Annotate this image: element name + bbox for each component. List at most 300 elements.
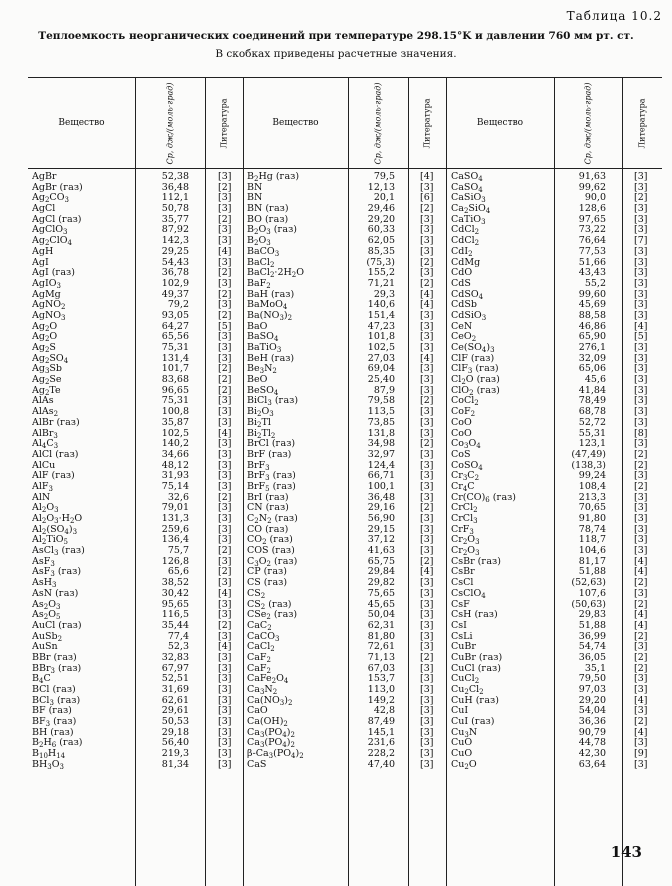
substance-cell: BaCl$_2$ <box>247 257 275 269</box>
substance-cell: $Ag_2S$ <box>32 343 56 354</box>
cp-value: 97,65 <box>578 214 606 225</box>
cp-value: 62,05 <box>367 236 395 247</box>
substance-cell: CdSiO$_3$ <box>451 310 487 322</box>
cp-value: 65,06 <box>578 364 606 375</box>
cp-value: 29,16 <box>367 503 395 514</box>
cp-value: 41,84 <box>578 385 606 396</box>
literature-ref: [4] <box>420 289 434 300</box>
literature-ref: [3] <box>420 449 434 460</box>
literature-ref: [3] <box>420 663 434 674</box>
literature-ref: [3] <box>634 396 648 407</box>
substance-cell: $Be_3N_2$ <box>247 364 277 376</box>
literature-ref: [3] <box>218 193 232 204</box>
cp-value: 142,3 <box>161 236 189 247</box>
table-subtitle: В скобках приведены расчетные значения. <box>215 48 457 60</box>
literature-ref: [4] <box>218 246 232 257</box>
substance-cell: BN <box>247 182 263 193</box>
substance-cell: $Cr_4C$ <box>451 481 475 493</box>
literature-ref: [5] <box>218 321 232 332</box>
literature-ref: [3] <box>218 407 232 418</box>
cp-value: 31,69 <box>161 685 189 695</box>
literature-ref: [2] <box>218 385 232 396</box>
substance-cell: BBr (газ) <box>32 652 77 663</box>
cp-value: 56,90 <box>367 514 395 524</box>
substance-cell: AgI <box>32 257 49 268</box>
literature-ref: [4] <box>218 428 232 439</box>
substance-cell: CdS <box>451 278 471 289</box>
substance-cell: $Cu_2Cl_2$ <box>451 685 484 696</box>
substance-cell: CdSO$_4$ <box>451 289 484 301</box>
literature-ref: [4] <box>218 642 232 653</box>
cp-value: 37,12 <box>367 535 395 546</box>
cp-value: 45,69 <box>578 300 606 311</box>
cp-value: 47,40 <box>367 759 395 770</box>
literature-ref: [3] <box>218 535 232 546</box>
substance-cell: BH (газ) <box>32 727 74 738</box>
cp-value: 45,65 <box>367 599 395 610</box>
literature-ref: [3] <box>218 353 232 364</box>
substance-cell: BaCO$_3$ <box>247 246 280 258</box>
substance-cell: $B_4C$ <box>32 674 51 685</box>
cp-value: 79,5 <box>373 172 395 182</box>
cp-value: 29,25 <box>161 246 189 257</box>
substance-cell: CsBr (газ) <box>451 556 501 567</box>
literature-ref: [2] <box>218 289 232 300</box>
literature-ref: [3] <box>420 428 434 439</box>
cp-value: 123,1 <box>578 439 606 450</box>
literature-ref: [3] <box>634 385 648 396</box>
cp-value: 25,40 <box>367 375 395 386</box>
substance-cell: CsLi <box>451 631 473 642</box>
substance-cell: $CaFe_2O_4$ <box>247 674 289 685</box>
cp-value: 36,05 <box>578 652 606 663</box>
literature-ref: [3] <box>634 310 648 321</box>
substance-column <box>451 172 553 771</box>
cp-value: 36,48 <box>161 182 189 193</box>
cp-value: 50,78 <box>161 204 189 215</box>
substance-cell: ClO$_2$ (газ) <box>451 385 500 397</box>
cp-value: 131,8 <box>367 428 395 439</box>
literature-ref: [3] <box>420 246 434 257</box>
literature-ref: [3] <box>218 578 232 589</box>
cp-value: 63,64 <box>578 759 606 770</box>
substance-cell: AgIO$_3$ <box>32 278 61 290</box>
substance-cell: $Cr(CO)_6$ (газ) <box>451 492 517 504</box>
substance-cell: BrF$_3$ (газ) <box>247 471 296 482</box>
cp-value: 55,2 <box>584 278 606 289</box>
cp-value: 149,2 <box>367 695 395 706</box>
literature-ref: [3] <box>420 417 434 428</box>
literature-ref: [3] <box>218 524 232 535</box>
cp-value: (52,63) <box>571 578 606 589</box>
cp-value: 76,64 <box>578 236 606 247</box>
substance-cell: CuCl (газ) <box>451 663 501 674</box>
cp-value: 128,6 <box>578 204 606 215</box>
substance-cell: AgMg <box>32 289 61 300</box>
substance-cell: $As_2O_5$ <box>32 610 61 621</box>
table-number: Таблица 10.2 <box>566 9 662 23</box>
cp-value: 87,92 <box>161 225 189 236</box>
substance-cell: $B_2O_3$ (газ) <box>247 225 297 237</box>
literature-ref: [3] <box>218 674 232 685</box>
literature-ref: [3] <box>420 321 434 332</box>
cp-value: 29,84 <box>367 567 395 578</box>
substance-cell: AgClO$_3$ <box>32 225 68 237</box>
substance-cell: CSe$_2$ (газ) <box>247 610 298 621</box>
literature-ref: [4] <box>420 172 434 182</box>
literature-ref: [3] <box>634 214 648 225</box>
cp-value: 52,51 <box>161 674 189 685</box>
table-title: Теплоемкость неорганических соединений при температуре 298.15°K и давлении 760 мм рт. ст. <box>38 30 634 42</box>
substance-cell: CaSiO$_3$ <box>451 193 486 205</box>
cp-value: 88,58 <box>578 310 606 321</box>
literature-ref: [3] <box>420 460 434 471</box>
substance-cell: AgCl (газ) <box>32 214 82 225</box>
literature-ref: [3] <box>218 749 232 760</box>
literature-ref: [2] <box>420 503 434 514</box>
literature-ref: [3] <box>634 417 648 428</box>
header-cp: Cp, дж/(моль·град) <box>165 82 175 164</box>
substance-cell: AgCl <box>32 204 56 215</box>
literature-ref: [2] <box>420 652 434 663</box>
literature-ref: [3] <box>634 375 648 386</box>
literature-ref: [3] <box>420 631 434 642</box>
cp-value: 32,83 <box>161 652 189 663</box>
literature-ref: [3] <box>634 759 648 770</box>
cp-value: 104,6 <box>578 546 606 557</box>
cp-value: 62,31 <box>367 620 395 631</box>
page-number: 143 <box>610 843 642 861</box>
substance-cell: CoO <box>451 428 472 439</box>
substance-cell: CdMg <box>451 257 481 268</box>
literature-ref: [3] <box>634 738 648 749</box>
substance-cell: CN (газ) <box>247 503 289 514</box>
cp-value: 87,9 <box>373 385 395 396</box>
literature-ref: [2] <box>218 182 232 193</box>
literature-ref: [3] <box>420 759 434 770</box>
literature-ref: [4] <box>634 727 648 738</box>
cp-value: 78,49 <box>578 396 606 407</box>
substance-cell: $As_2O_3$ <box>32 599 61 611</box>
substance-cell: $Ce(SO_4)_3$ <box>451 343 495 354</box>
cp-value: 101,8 <box>367 332 395 343</box>
literature-ref: [4] <box>634 695 648 706</box>
substance-cell: AuCl (газ) <box>32 620 82 631</box>
literature-ref: [3] <box>634 674 648 685</box>
substance-cell: BN (газ) <box>247 204 289 215</box>
literature-ref: [4] <box>420 353 434 364</box>
literature-ref: [3] <box>420 706 434 717</box>
literature-ref: [3] <box>218 343 232 353</box>
literature-ref: [4] <box>634 567 648 578</box>
cp-value: 29,20 <box>367 214 395 225</box>
literature-ref: [2] <box>420 439 434 450</box>
literature-ref: [3] <box>218 503 232 514</box>
substance-cell: AlCl (газ) <box>32 449 79 460</box>
literature-ref: [3] <box>218 449 232 460</box>
cp-value: (50,63) <box>571 599 606 610</box>
column-divider <box>135 78 136 886</box>
literature-ref: [3] <box>634 642 648 653</box>
literature-ref: [3] <box>420 481 434 492</box>
literature-ref: [2] <box>218 364 232 375</box>
cp-value: 42,8 <box>373 706 395 717</box>
literature-ref: [3] <box>218 738 232 749</box>
cp-value: 36,99 <box>578 631 606 642</box>
literature-ref: [3] <box>218 225 232 236</box>
substance-cell: CP (газ) <box>247 567 287 578</box>
literature-ref: [3] <box>420 535 434 546</box>
cp-value: 75,31 <box>161 396 189 407</box>
literature-ref: [2] <box>634 717 648 728</box>
literature-ref: [3] <box>218 652 232 663</box>
literature-ref: [6] <box>420 193 434 204</box>
substance-cell: CaC$_2$ <box>247 620 272 632</box>
substance-cell: ClF (газ) <box>451 353 495 364</box>
substance-cell: AlCu <box>32 460 56 471</box>
literature-ref: [2] <box>218 214 232 225</box>
substance-cell: BaO <box>247 321 268 332</box>
cp-value: 73,22 <box>578 225 606 236</box>
literature-ref: [3] <box>218 460 232 471</box>
literature-ref: [3] <box>420 236 434 247</box>
substance-cell: $Ag_3Sb$ <box>32 364 63 376</box>
literature-ref: [3] <box>420 674 434 685</box>
cp-value: 45,6 <box>584 375 606 386</box>
column-divider <box>446 78 447 886</box>
cp-value: 20,1 <box>373 193 395 204</box>
literature-ref: [4] <box>420 567 434 578</box>
cp-value: 231,6 <box>367 738 395 749</box>
substance-cell: $Ag_2ClO_4$ <box>32 236 72 247</box>
literature-column <box>218 172 242 771</box>
cp-value: 108,4 <box>578 481 606 492</box>
literature-ref: [3] <box>420 599 434 610</box>
cp-value: 32,6 <box>167 492 189 503</box>
cp-value: 43,43 <box>578 268 606 279</box>
substance-cell: CaF$_2$ <box>247 663 271 675</box>
substance-cell: $Cr_2O_3$ <box>451 546 480 557</box>
substance-cell: BeO <box>247 375 268 386</box>
cp-value: 81,80 <box>367 631 395 642</box>
literature-ref: [3] <box>218 514 232 524</box>
literature-ref: [2] <box>218 268 232 279</box>
substance-cell: AuSn <box>32 642 58 653</box>
cp-value: 83,68 <box>161 375 189 386</box>
literature-ref: [2] <box>218 567 232 578</box>
cp-value: 93,05 <box>161 310 189 321</box>
literature-ref: [3] <box>218 417 232 428</box>
substance-cell: $Ca_2SiO_4$ <box>451 204 491 215</box>
literature-ref: [2] <box>420 204 434 215</box>
substance-cell: AgNO$_2$ <box>32 300 66 311</box>
literature-ref: [3] <box>420 610 434 621</box>
cp-value: 69,04 <box>367 364 395 375</box>
substance-cell: CoCl$_2$ <box>451 396 479 408</box>
cp-value: 79,01 <box>161 503 189 514</box>
cp-value: 29,3 <box>373 289 395 300</box>
literature-ref: [3] <box>634 546 648 557</box>
cp-value: 36,78 <box>161 268 189 279</box>
substance-cell: CoSO$_4$ <box>451 460 483 472</box>
cp-value: 67,03 <box>367 663 395 674</box>
cp-value: 32,97 <box>367 449 395 460</box>
substance-cell: CeO$_2$ <box>451 332 477 343</box>
literature-ref: [2] <box>420 396 434 407</box>
literature-ref: [3] <box>420 225 434 236</box>
cp-value: 81,17 <box>578 556 606 567</box>
literature-ref: [3] <box>218 471 232 482</box>
literature-ref: [3] <box>420 492 434 503</box>
substance-cell: CuO <box>451 738 473 749</box>
literature-column <box>634 172 660 771</box>
substance-cell: CeN <box>451 321 473 332</box>
literature-ref: [4] <box>218 588 232 599</box>
substance-cell: BrF$_3$ <box>247 460 270 472</box>
cp-value: 153,7 <box>367 674 395 685</box>
substance-cell: $Bi_2O_3$ <box>247 407 274 418</box>
literature-ref: [4] <box>634 610 648 621</box>
cp-column <box>350 172 395 771</box>
cp-value: 35,44 <box>161 620 189 631</box>
cp-value: 99,62 <box>578 182 606 193</box>
substance-cell: $Ag_2SO_4$ <box>32 353 69 365</box>
literature-ref: [3] <box>634 343 648 353</box>
cp-value: 48,12 <box>161 460 189 471</box>
cp-value: 29,18 <box>161 727 189 738</box>
cp-value: 51,66 <box>578 257 606 268</box>
cp-value: 52,38 <box>161 172 189 182</box>
substance-cell: ClF$_3$ (газ) <box>451 364 499 376</box>
substance-cell: BrF$_5$ (газ) <box>247 481 296 493</box>
cp-value: 29,20 <box>578 695 606 706</box>
cp-value: 95,65 <box>161 599 189 610</box>
cp-value: 60,33 <box>367 225 395 236</box>
cp-value: 107,6 <box>578 588 606 599</box>
literature-ref: [4] <box>634 321 648 332</box>
literature-ref: [3] <box>634 364 648 375</box>
cp-value: 78,74 <box>578 524 606 535</box>
substance-cell: AgBr <box>32 172 57 182</box>
substance-cell: BaH (газ) <box>247 289 295 300</box>
cp-value: 51,88 <box>578 567 606 578</box>
literature-ref: [3] <box>218 631 232 642</box>
substance-cell: CsH (газ) <box>451 610 498 621</box>
cp-value: 136,4 <box>161 535 189 546</box>
substance-column <box>32 172 134 771</box>
substance-cell: AlBr$_3$ <box>32 428 58 440</box>
literature-ref: [3] <box>218 204 232 215</box>
substance-cell: $Ag_2CO_3$ <box>32 193 69 205</box>
substance-cell: BiCl$_3$ (газ) <box>247 396 299 408</box>
cp-value: 116,5 <box>161 610 189 621</box>
substance-cell: CsBr <box>451 567 475 578</box>
substance-cell: $Al_2(SO_4)_3$ <box>32 524 78 536</box>
literature-ref: [3] <box>420 727 434 738</box>
substance-cell: $Ca_3(PO_4)_2$ <box>247 738 295 750</box>
substance-cell: BN <box>247 193 263 204</box>
substance-cell: $Ca_3N_2$ <box>247 685 278 696</box>
cp-value: 96,65 <box>161 385 189 396</box>
literature-ref: [2] <box>634 193 648 204</box>
literature-ref: [3] <box>420 685 434 695</box>
literature-ref: [3] <box>634 257 648 268</box>
substance-cell: BrF (газ) <box>247 449 292 460</box>
cp-value: 54,43 <box>161 257 189 268</box>
cp-value: 66,71 <box>367 471 395 482</box>
substance-cell: CaF$_2$ <box>247 652 271 664</box>
literature-ref: [3] <box>420 407 434 418</box>
cp-value: 102,9 <box>161 278 189 289</box>
substance-cell: $B_2Hg$ (газ) <box>247 172 300 183</box>
literature-ref: [3] <box>634 706 648 717</box>
cp-value: 155,2 <box>367 268 395 279</box>
literature-ref: [3] <box>634 278 648 289</box>
cp-value: 64,27 <box>161 321 189 332</box>
cp-value: 35,87 <box>161 417 189 428</box>
substance-cell: CuBr <box>451 642 476 653</box>
literature-ref: [3] <box>218 610 232 621</box>
literature-ref: [5] <box>634 332 648 343</box>
literature-ref: [3] <box>218 236 232 247</box>
literature-ref: [3] <box>420 738 434 749</box>
substance-cell: CoS <box>451 449 471 460</box>
literature-ref: [2] <box>634 652 648 663</box>
cp-value: 67,97 <box>161 663 189 674</box>
literature-ref: [3] <box>218 556 232 567</box>
literature-ref: [3] <box>634 225 648 236</box>
cp-value: 52,3 <box>167 642 189 653</box>
substance-cell: $Cr_3C_2$ <box>451 471 480 482</box>
substance-cell: BaSO$_4$ <box>247 332 279 343</box>
substance-cell: $Cu_2O$ <box>451 759 477 771</box>
cp-value: 102,5 <box>161 428 189 439</box>
literature-ref: [2] <box>218 620 232 631</box>
cp-value: 34,66 <box>161 449 189 460</box>
cp-value: (75,3) <box>366 257 395 268</box>
substance-cell: $BF_3$ (газ) <box>32 717 77 728</box>
substance-cell: $BH_3O_3$ <box>32 759 65 771</box>
substance-cell: CoO <box>451 417 472 428</box>
cp-value: 140,2 <box>161 439 189 450</box>
substance-cell: CaS <box>247 759 267 770</box>
literature-ref: [2] <box>420 556 434 567</box>
column-divider <box>622 78 623 886</box>
literature-ref: [2] <box>634 481 648 492</box>
substance-cell: AsF$_3$ <box>32 556 55 568</box>
cp-value: 97,03 <box>578 685 606 695</box>
literature-ref: [3] <box>634 524 648 535</box>
substance-cell: CoF$_2$ <box>451 407 476 418</box>
literature-ref: [2] <box>218 492 232 503</box>
literature-ref: [3] <box>634 246 648 257</box>
substance-cell: CuO <box>451 749 473 760</box>
substance-cell: $B_2H_6$ (газ) <box>32 738 83 750</box>
substance-cell: $Bi_2Tl$ <box>247 417 271 429</box>
literature-ref: [3] <box>420 578 434 589</box>
substance-cell: CdCl$_2$ <box>451 225 480 237</box>
literature-ref: [3] <box>634 172 648 182</box>
substance-cell: AlF$_3$ <box>32 481 53 493</box>
substance-cell: $Bi_2Tl_2$ <box>247 428 276 440</box>
literature-ref: [3] <box>420 588 434 599</box>
literature-ref: [3] <box>634 685 648 695</box>
substance-cell: $CS_2$ <box>247 588 266 600</box>
literature-ref: [3] <box>218 439 232 450</box>
substance-cell: BF (газ) <box>32 706 72 717</box>
cp-value: 100,1 <box>367 481 395 492</box>
substance-cell: BeSO$_4$ <box>247 385 279 397</box>
